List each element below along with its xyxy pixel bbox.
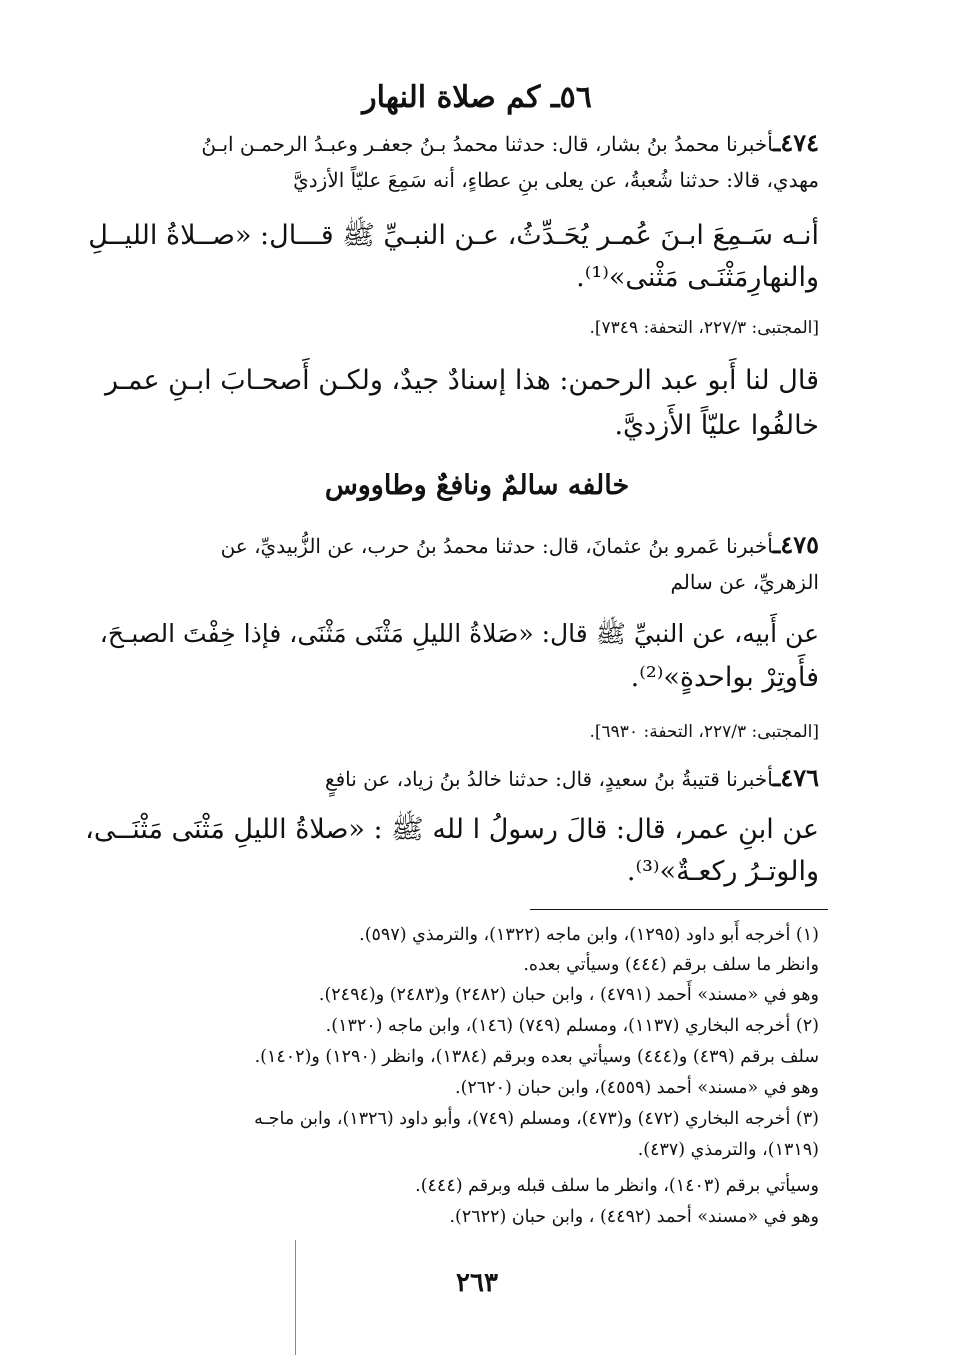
footnote-2-line-2: سلف برقم (٤٣٩) و(٤٤٤) وسيأتي بعده وبرقم (١٣٨٤)، وانظر (١٢٩٠) و(١٤٠٢). [254,1047,819,1067]
chapter-title: ٥٦ـ كم صلاة النهار [362,80,592,115]
hadith-474-matn-line-2: والنهارِمَثْنَـى مَثْنى»⁽¹⁾. [576,262,819,293]
hadith-474-number: ٤٧٤ـ [773,128,819,157]
hadith-474-chain-line-1: ٤٧٤ـأخبرنا محمدُ بنُ بشار، قال: حدثنا محمدُ بـنُ جعفـر وعبـدُ الرحمـن ابـنُ [201,128,819,157]
footnote-2-line-3: وهو في «مسند» أحمد (٤٥٥٩)، وابن حبان (٢٦٢٠). [455,1078,819,1098]
page-number: ٢٦٣ [456,1268,498,1298]
hadith-474-reference: [المجتبى: ٢٢٧/٣، التحفة: ٧٣٤٩]. [589,318,819,338]
hadith-476-matn-line-2: والوتـرُ ركعـةٌ»⁽³⁾. [626,856,819,887]
hadith-474-chain-line-2: مهدي، قالا: حدثنا شُعبةُ، عن يعلى بنِ عطاءٍ، أنه سَمِعَ عليّاً الأزديَّ [293,168,819,192]
footnote-3-line-4: وهو في «مسند» أحمد (٤٤٩٢) ، وابن حبان (٢٦٢٢). [449,1207,819,1227]
footnote-1-line-2: وانظر ما سلف برقم (٤٤٤) وسيأتي بعده. [523,955,819,975]
hadith-475-reference: [المجتبى: ٢٢٧/٣، التحفة: ٦٩٣٠]. [589,722,819,742]
hadith-475-number: ٤٧٥ـ [773,530,819,559]
footnote-3-line-2: (١٣١٩)، والترمذي (٤٣٧). [637,1140,819,1160]
footnote-3-line-3: وسيأتي برقم (١٤٠٣)، وانظر ما سلف قبله وبرقم (٤٤٤). [415,1176,819,1196]
footnote-1-line-3: وهو في «مسند» أَحمد (٤٧٩١) ، وابن حبان (٢٤٨٢) و(٢٤٨٣) و(٢٤٩٤). [318,985,819,1005]
hadith-476-number: ٤٧٦ـ [773,763,819,792]
author-comment-line-1: قال لنا أَبو عبد الرحمن: هذا إسنادٌ جيدٌ، ولكـن أَصحـابَ ابـنِ عمـر [105,365,819,396]
footnote-2-line-1: (٢) أخرجه البخاري (١١٣٧)، ومسلم (٧٤٩) (١٤٦)، وابن ماجه (١٣٢٠). [325,1016,819,1036]
hadith-475-matn-line-1: عن أَبيه، عن النبيِّ ﷺ قال: «صَلاةُ الليلِ مَثْنَى مَثْنَى، فإذا خِفْتَ الصبـحَ، [99,619,819,648]
hadith-475-chain-line-2: الزهريِّ، عن سالم [670,570,819,594]
footnote-1-line-1: (١) أخرجه أَبو داود (١٢٩٥)، وابن ماجه (١٣٢٢)، والترمذي (٥٩٧). [359,925,819,945]
footnote-3-line-1: (٣) أخرجه البخاري (٤٧٢) و(٤٧٣)، ومسلم (٧٤٩)، وأبو داود (١٣٢٦)، وابن ماجـه [254,1109,819,1129]
section-subheading: خالفه سالمٌ ونافعٌ وطاووس [324,470,630,501]
hadith-476-matn-line-1: عن ابنِ عمر، قال: قالَ رسولُ ا لله ﷺ : «صلاةُ الليلِ مَثْنَى مَثْنَــى، [85,814,819,845]
footnote-separator [530,909,828,910]
hadith-475-matn-line-2: فأَوتِرْ بواحدةٍ»⁽²⁾. [630,662,819,693]
author-comment-line-2: خالفُوا عليّاً الأَزديَّ. [614,410,819,441]
hadith-476-chain-line-1: ٤٧٦ـأخبرنا قتيبةُ بنُ سعيدٍ، قال: حدثنا خالدُ بنُ زياد، عن نافعٍ [324,763,819,792]
hadith-474-matn-line-1: أنـه سَـمِعَ ابـنَ عُمـر يُحَـدِّثُ، عـن النبـيِّ ﷺ قـــال: «صــلاةُ الليــلِ [88,220,819,251]
hadith-475-chain-line-1: ٤٧٥ـأخبرنا عَمرو بنُ عثمانَ، قال: حدثنا محمدُ بنُ حرب، عن الزُّبيديِّ، عن [220,530,819,559]
